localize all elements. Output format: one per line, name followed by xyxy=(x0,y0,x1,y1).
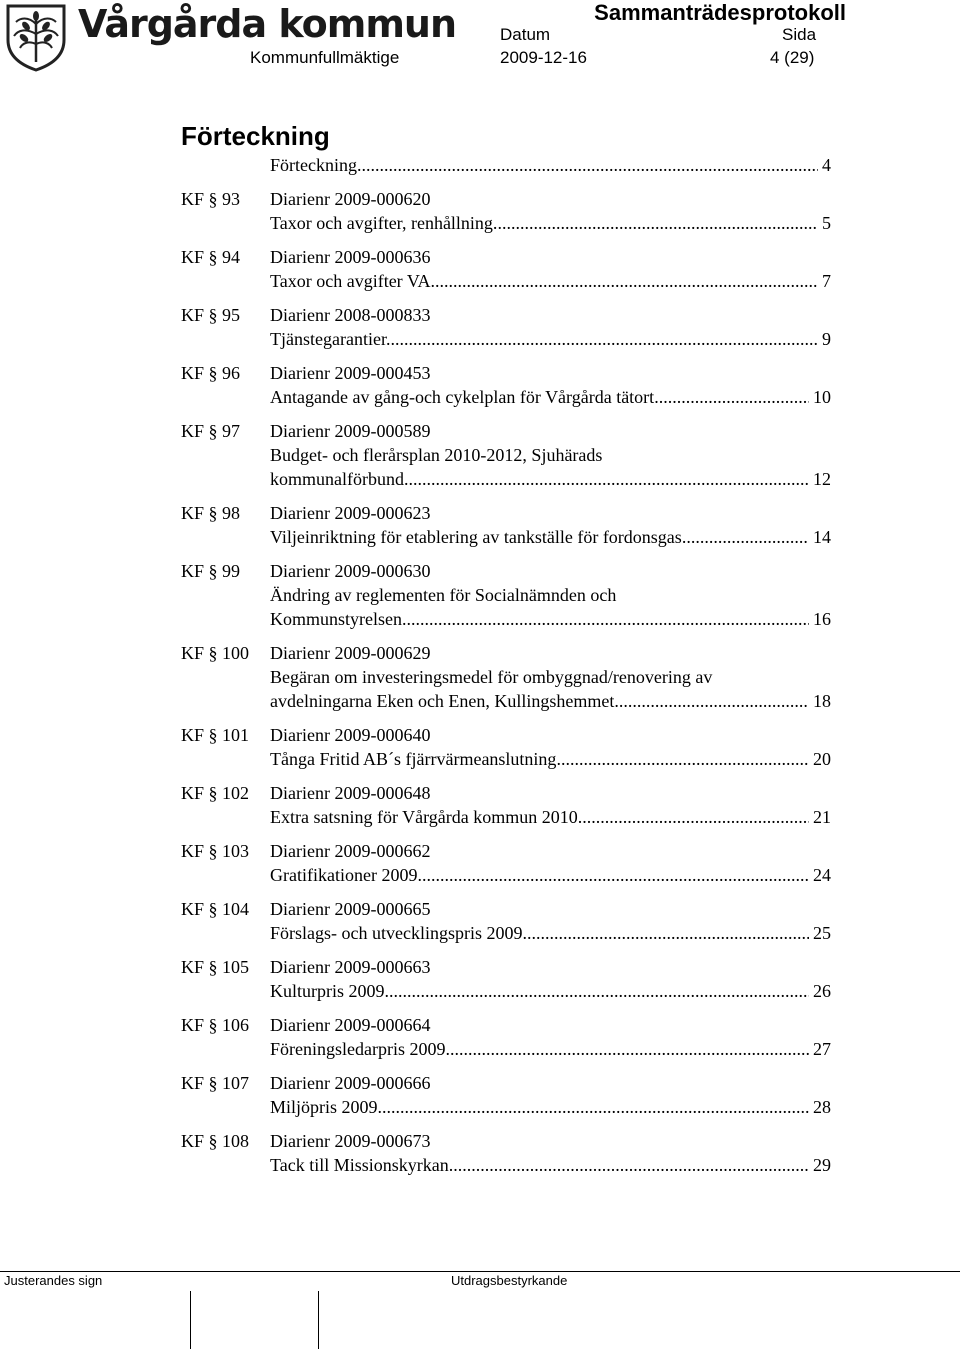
toc-entry-diarienr: Diarienr 2009-000665 xyxy=(270,899,431,919)
toc-leader-dots xyxy=(614,689,809,713)
toc-entry-title: Miljöpris 2009 xyxy=(270,1097,378,1117)
toc-leader-dots xyxy=(654,385,809,409)
toc-entry-ref: KF § 107 xyxy=(181,1073,250,1093)
municipal-crest-logo xyxy=(4,2,68,72)
toc-entry xyxy=(181,501,831,549)
toc-entry xyxy=(181,781,831,829)
toc-entry-diarienr: Diarienr 2009-000664 xyxy=(270,1015,431,1035)
toc-entry-title: Extra satsning för Vårgårda kommun 2010 xyxy=(270,807,578,827)
toc-leader-dots xyxy=(522,921,809,945)
toc-entry-title: Tjänstegarantier. xyxy=(270,329,391,349)
toc-entry-diarienr: Diarienr 2009-000453 xyxy=(270,363,431,383)
toc-entry-ref: KF § 108 xyxy=(181,1131,250,1151)
toc-entry-title: kommunalförbund xyxy=(270,469,404,489)
toc-entry-diarienr: Diarienr 2009-000629 xyxy=(270,643,431,663)
toc-entry-page: 29 xyxy=(813,1155,831,1175)
toc-entry-ref: KF § 93 xyxy=(181,189,241,209)
toc-entry xyxy=(181,839,831,887)
toc-entry-ref: KF § 100 xyxy=(181,643,250,663)
toc-leader-dots xyxy=(578,805,809,829)
toc-entry-page: 4 xyxy=(822,155,831,175)
toc-entry-page: 24 xyxy=(813,865,831,885)
toc-entry-ref: KF § 99 xyxy=(181,561,241,581)
toc-entry-title: Föreningsledarpris 2009 xyxy=(270,1039,446,1059)
toc-entry-page: 10 xyxy=(813,387,831,407)
page-number: 4 (29) xyxy=(770,48,815,67)
toc-entry-title: Förslags- och utvecklingspris 2009 xyxy=(270,923,523,943)
toc-leader-dots xyxy=(449,1153,809,1177)
toc-entry-page: 28 xyxy=(813,1097,831,1117)
toc-entry-diarienr: Diarienr 2009-000663 xyxy=(270,957,431,977)
toc-entry-ref: KF § 101 xyxy=(181,725,250,745)
toc-leader-dots xyxy=(378,1095,809,1119)
toc-entry-title: Kommunstyrelsen xyxy=(270,609,402,629)
toc-entry xyxy=(181,955,831,1003)
initials-label: Justerandes sign xyxy=(4,1273,103,1288)
toc-entry-page: 5 xyxy=(822,213,831,233)
toc-entry xyxy=(181,303,831,351)
toc-leader-dots xyxy=(390,327,818,351)
toc-leader-dots xyxy=(682,525,809,549)
certification-label: Utdragsbestyrkande xyxy=(451,1273,568,1288)
toc-entry-title: Gratifikationer 2009 xyxy=(270,865,418,885)
toc-entry-page: 7 xyxy=(822,271,831,291)
toc-entry-ref: KF § 98 xyxy=(181,503,241,523)
toc-entry-diarienr: Diarienr 2009-000620 xyxy=(270,189,431,209)
toc-entry-title: Ändring av reglementen för Socialnämnden och xyxy=(270,585,617,605)
toc-entry-page: 21 xyxy=(813,807,831,827)
toc-entry xyxy=(181,361,831,409)
toc-entry-ref: KF § 94 xyxy=(181,247,241,267)
toc-entry-diarienr: Diarienr 2009-000636 xyxy=(270,247,431,267)
footer-divider xyxy=(0,1271,960,1272)
toc-entry xyxy=(181,1013,831,1061)
toc-entry-page: 25 xyxy=(813,923,831,943)
toc-entry-ref: KF § 104 xyxy=(181,899,250,919)
table-of-contents xyxy=(181,153,831,1187)
toc-entry-page: 12 xyxy=(813,469,831,489)
toc-entry-diarienr: Diarienr 2009-000589 xyxy=(270,421,431,441)
toc-entry-title: avdelningarna Eken och Enen, Kullingshemmet xyxy=(270,691,615,711)
toc-entry-title: Kulturpris 2009 xyxy=(270,981,385,1001)
toc-entry-diarienr: Diarienr 2009-000666 xyxy=(270,1073,431,1093)
toc-entry-title: Tånga Fritid AB´s fjärrvärmeanslutning xyxy=(270,749,557,769)
toc-title: Förteckning xyxy=(181,121,330,151)
toc-entry-ref: KF § 97 xyxy=(181,421,241,441)
toc-entry-page: 18 xyxy=(813,691,831,711)
toc-entry-title: Antagande av gång-och cykelplan för Vårgårda tätort xyxy=(270,387,655,407)
toc-leader-dots xyxy=(404,467,809,491)
toc-entry-title: Viljeinriktning för etablering av tankställe för fordonsgas xyxy=(270,527,682,547)
toc-entry-page: 16 xyxy=(813,609,831,629)
signature-line xyxy=(190,1291,191,1349)
toc-entry-diarienr: Diarienr 2009-000623 xyxy=(270,503,431,523)
toc-entry xyxy=(181,897,831,945)
toc-leader-dots xyxy=(357,153,818,177)
toc-entry-ref: KF § 102 xyxy=(181,783,250,803)
toc-entry-ref: KF § 105 xyxy=(181,957,250,977)
toc-entry-ref: KF § 95 xyxy=(181,305,241,325)
toc-entry-page: 27 xyxy=(813,1039,831,1059)
date-label: Datum xyxy=(500,25,551,44)
toc-entry-page: 20 xyxy=(813,749,831,769)
toc-entry xyxy=(181,245,831,293)
toc-entry xyxy=(181,1071,831,1119)
toc-entry-diarienr: Diarienr 2009-000662 xyxy=(270,841,431,861)
toc-leader-dots xyxy=(556,747,809,771)
toc-entry-page: 14 xyxy=(813,527,831,547)
toc-entry-ref: KF § 106 xyxy=(181,1015,250,1035)
toc-entry-ref: KF § 103 xyxy=(181,841,250,861)
toc-entry-title: Begäran om investeringsmedel för ombyggnad/renovering av xyxy=(270,667,713,687)
toc-entry xyxy=(181,559,831,631)
toc-entry xyxy=(181,641,831,713)
organization-name: Vårgårda kommun xyxy=(78,2,457,46)
toc-entry xyxy=(181,419,831,491)
toc-entry-title: Budget- och flerårsplan 2010-2012, Sjuhärads xyxy=(270,445,603,465)
toc-entry xyxy=(181,153,831,177)
toc-leader-dots xyxy=(445,1037,809,1061)
toc-entry xyxy=(181,1129,831,1177)
toc-leader-dots xyxy=(497,211,818,235)
toc-entry-diarienr: Diarienr 2009-000630 xyxy=(270,561,431,581)
signature-line xyxy=(318,1291,319,1349)
toc-leader-dots xyxy=(385,979,810,1003)
toc-entry-page: 9 xyxy=(822,329,831,349)
date-value: 2009-12-16 xyxy=(500,48,587,67)
toc-entry xyxy=(181,187,831,235)
toc-entry-diarienr: Diarienr 2009-000673 xyxy=(270,1131,431,1151)
toc-entry xyxy=(181,723,831,771)
toc-entry-title: Taxor och avgifter VA xyxy=(270,271,431,291)
toc-leader-dots xyxy=(402,607,809,631)
toc-leader-dots xyxy=(431,269,818,293)
page-header xyxy=(0,0,960,80)
committee-name: Kommunfullmäktige xyxy=(250,48,400,67)
page-label: Sida xyxy=(782,25,817,44)
toc-entry-page: 26 xyxy=(813,981,831,1001)
toc-entry-title: Taxor och avgifter, renhållning. xyxy=(270,213,498,233)
toc-entry-diarienr: Diarienr 2008-000833 xyxy=(270,305,431,325)
document-type: Sammanträdesprotokoll xyxy=(594,0,846,25)
toc-entry-diarienr: Diarienr 2009-000648 xyxy=(270,783,431,803)
toc-entry-title: Tack till Missionskyrkan xyxy=(270,1155,449,1175)
toc-entry-diarienr: Diarienr 2009-000640 xyxy=(270,725,431,745)
toc-leader-dots xyxy=(417,863,809,887)
toc-entry-ref: KF § 96 xyxy=(181,363,241,383)
toc-entry-title: Förteckning xyxy=(270,155,357,175)
